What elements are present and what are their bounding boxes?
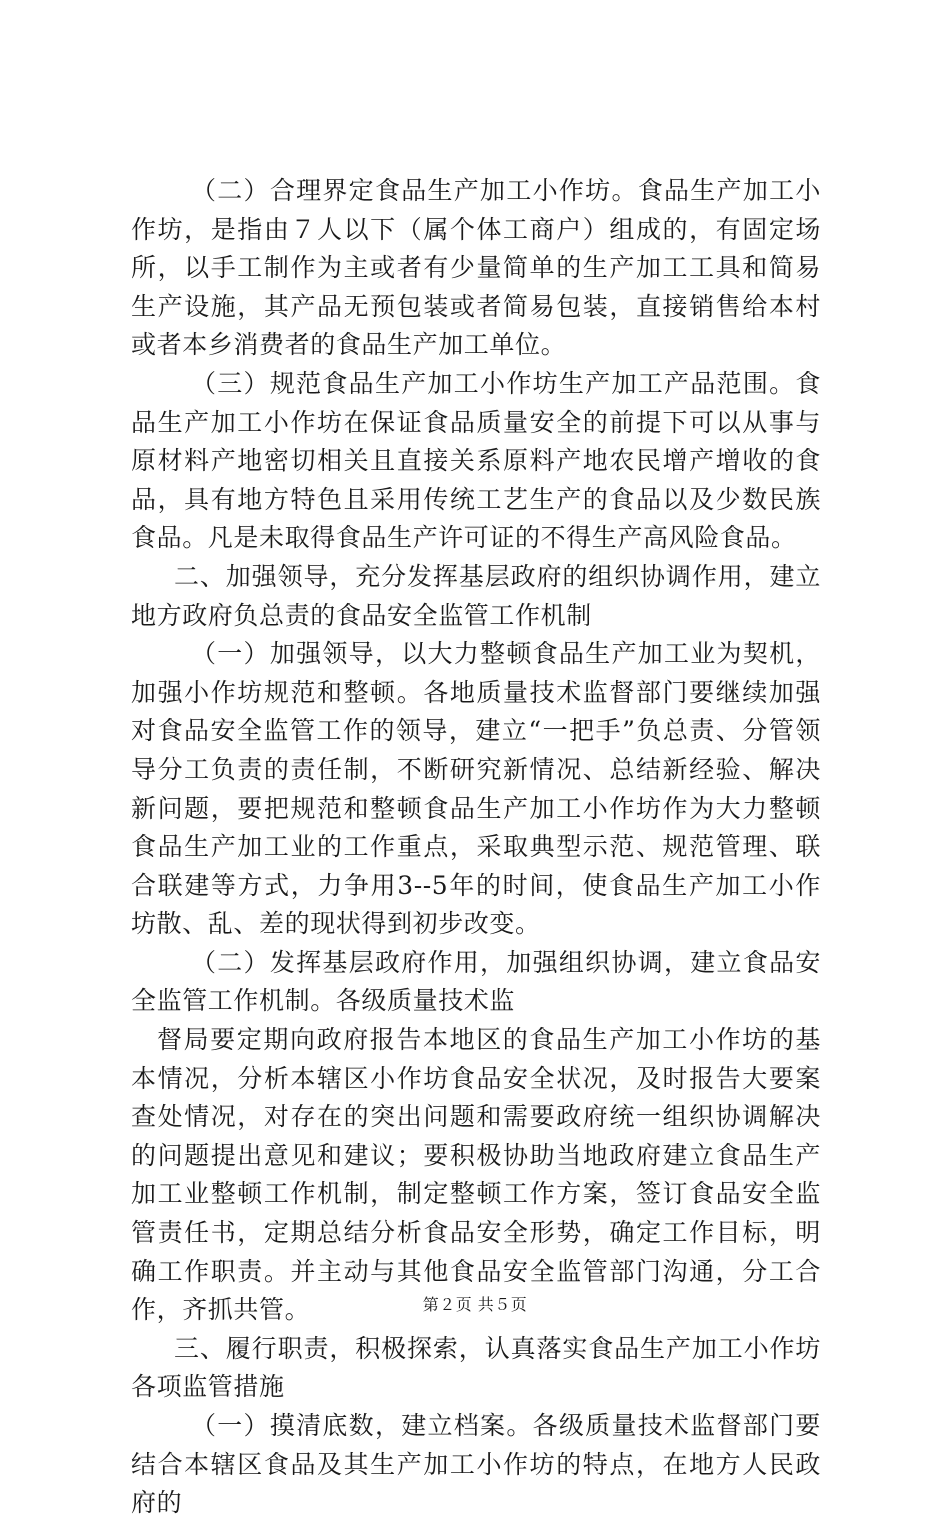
paragraph-section-2-1: （一）加强领导，以大力整顿食品生产加工业为契机，加强小作坊规范和整顿。各地质量技术监督部门要继续加强对食品安全监管工作的领导，建立“一把手”负总责、分管领导分工负责的责任制，不断研究新情况、总结新经验、解决新问题，要把规范和整顿食品生产加工小作坊作为大力整顿食品生产加工业的工作重点，采取典型示范、规范管理、联合联建等方式，力争用3--5年的时间，使食品生产加工小作坊散、乱、差的现状得到初步改变。: [131, 639, 821, 939]
paragraph-section-1-2: （二）合理界定食品生产加工小作坊。食品生产加工小作坊，是指由７人以下（属个体工商户）组成的，有固定场所，以手工制作为主或者有少量简单的生产加工工具和简易生产设施，其产品无预包装或者简易包装，直接销售给本村或者本乡消费者的食品生产加工单位。: [131, 176, 821, 360]
heading-section-2: 二、加强领导，充分发挥基层政府的组织协调作用，建立地方政府负总责的食品安全监管工作机制: [131, 561, 821, 630]
document-body: [131, 172, 821, 1523]
paragraph-section-3-1: （一）摸清底数，建立档案。各级质量技术监督部门要结合本辖区食品及其生产加工小作坊的特点，在地方人民政府的: [131, 1411, 821, 1518]
heading-section-3: 三、履行职责，积极探索，认真落实食品生产加工小作坊各项监管措施: [131, 1333, 821, 1402]
paragraph-section-1-3: （三）规范食品生产加工小作坊生产加工产品范围。食品生产加工小作坊在保证食品质量安全的前提下可以从事与原材料产地密切相关且直接关系原料产地农民增产增收的食品，具有地方特色且采用传统工艺生产的食品以及少数民族食品。凡是未取得食品生产许可证的不得生产高风险食品。: [131, 368, 821, 553]
paragraph-section-2-2-continued: 督局要定期向政府报告本地区的食品生产加工小作坊的基本情况，分析本辖区小作坊食品安全状况，及时报告大要案查处情况，对存在的突出问题和需要政府统一组织协调解决的问题提出意见和建议；要积极协助当地政府建立食品生产加工业整顿工作机制，制定整顿工作方案，签订食品安全监管责任书，定期总结分析食品安全形势，确定工作目标，明确工作职责。并主动与其他食品安全监管部门沟通，分工合作，齐抓共管。: [131, 1025, 821, 1325]
page-number-footer: 第２页 共５页: [422, 1295, 528, 1314]
paragraph-section-2-2: （二）发挥基层政府作用，加强组织协调，建立食品安全监管工作机制。各级质量技术监: [131, 947, 821, 1016]
